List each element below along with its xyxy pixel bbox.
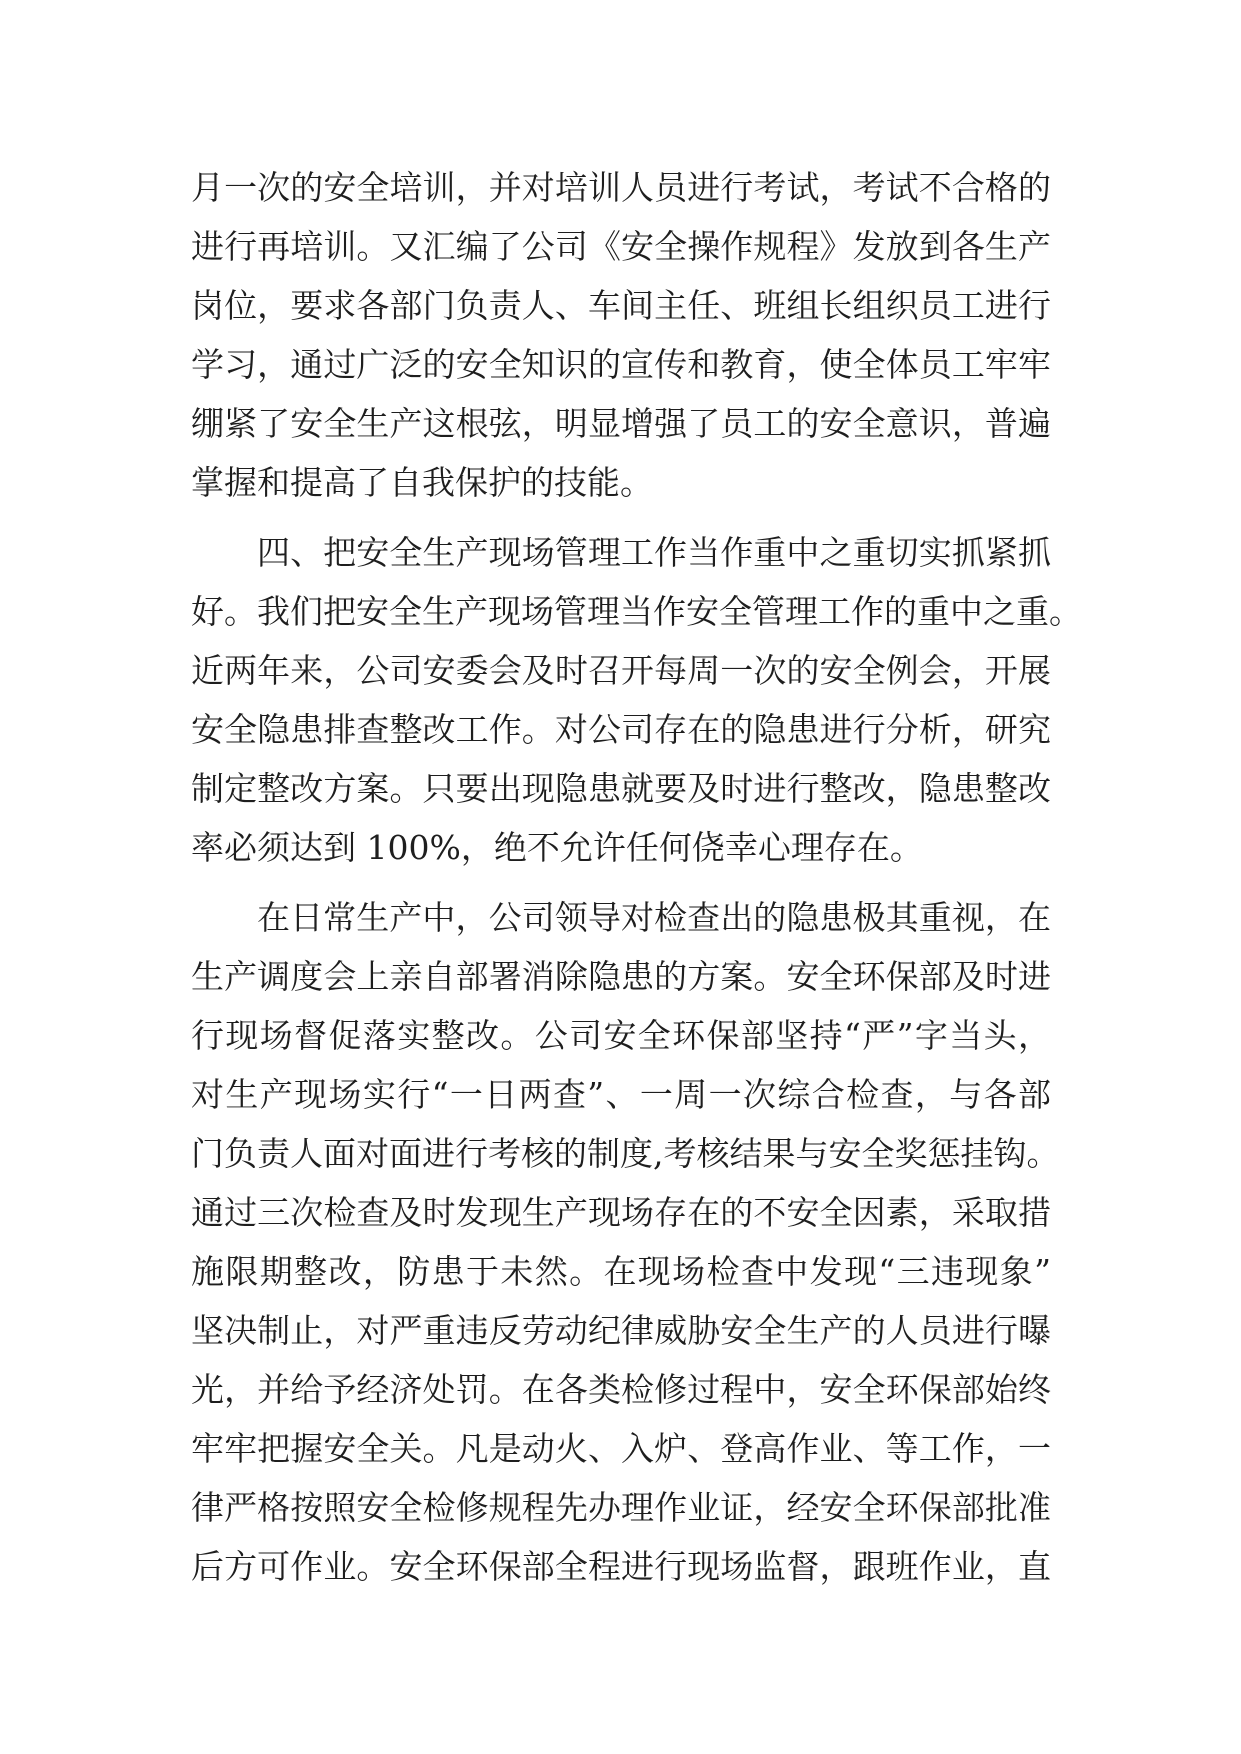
text-line: 律严格按照安全检修规程先办理作业证，经安全环保部批准 <box>191 1488 1051 1527</box>
text-line: 学习，通过广泛的安全知识的宣传和教育，使全体员工牢牢 <box>191 345 1051 384</box>
text-line: 好。我们把安全生产现场管理当作安全管理工作的重中之重。 <box>191 592 1082 631</box>
text-line: 通过三次检查及时发现生产现场存在的不安全因素，采取措 <box>191 1193 1051 1232</box>
text-line: 进行再培训。又汇编了公司《安全操作规程》发放到各生产 <box>191 227 1051 266</box>
text-line: 后方可作业。安全环保部全程进行现场监督，跟班作业，直 <box>191 1547 1051 1586</box>
text-line: 对生产现场实行“一日两查”、一周一次综合检查，与各部 <box>191 1075 1051 1114</box>
document-body <box>191 158 1082 1596</box>
paragraph-safety-training <box>191 158 1051 512</box>
text-line: 行现场督促落实整改。公司安全环保部坚持“严”字当头， <box>191 1016 1051 1055</box>
text-line: 光，并给予经济处罚。在各类检修过程中，安全环保部始终 <box>191 1370 1051 1409</box>
text-line: 门负责人面对面进行考核的制度,考核结果与安全奖惩挂钩。 <box>191 1134 1060 1173</box>
text-line: 四、把安全生产现场管理工作当作重中之重切实抓紧抓 <box>257 533 1051 572</box>
text-line: 安全隐患排查整改工作。对公司存在的隐患进行分析，研究 <box>191 710 1051 749</box>
text-line: 牢牢把握安全关。凡是动火、入炉、登高作业、等工作，一 <box>191 1429 1051 1468</box>
text-line: 月一次的安全培训，并对培训人员进行考试，考试不合格的 <box>191 168 1051 207</box>
text-line: 近两年来，公司安委会及时召开每周一次的安全例会，开展 <box>191 651 1051 690</box>
text-line: 岗位，要求各部门负责人、车间主任、班组长组织员工进行 <box>191 286 1051 325</box>
text-line: 率必须达到 100%，绝不允许任何侥幸心理存在。 <box>191 828 923 867</box>
paragraph-site-management <box>191 523 1082 877</box>
text-line: 在日常生产中，公司领导对检查出的隐患极其重视，在 <box>257 898 1051 937</box>
paragraph-spacer <box>191 877 1051 888</box>
paragraph-daily-production <box>191 888 1060 1596</box>
text-line: 生产调度会上亲自部署消除隐患的方案。安全环保部及时进 <box>191 957 1051 996</box>
text-line: 绷紧了安全生产这根弦，明显增强了员工的安全意识，普遍 <box>191 404 1051 443</box>
text-line: 坚决制止，对严重违反劳动纪律威胁安全生产的人员进行曝 <box>191 1311 1051 1350</box>
text-line: 施限期整改，防患于未然。在现场检查中发现“三违现象” <box>191 1252 1051 1291</box>
text-line: 制定整改方案。只要出现隐患就要及时进行整改，隐患整改 <box>191 769 1051 808</box>
paragraph-spacer <box>191 512 1051 523</box>
text-line: 掌握和提高了自我保护的技能。 <box>191 463 653 502</box>
